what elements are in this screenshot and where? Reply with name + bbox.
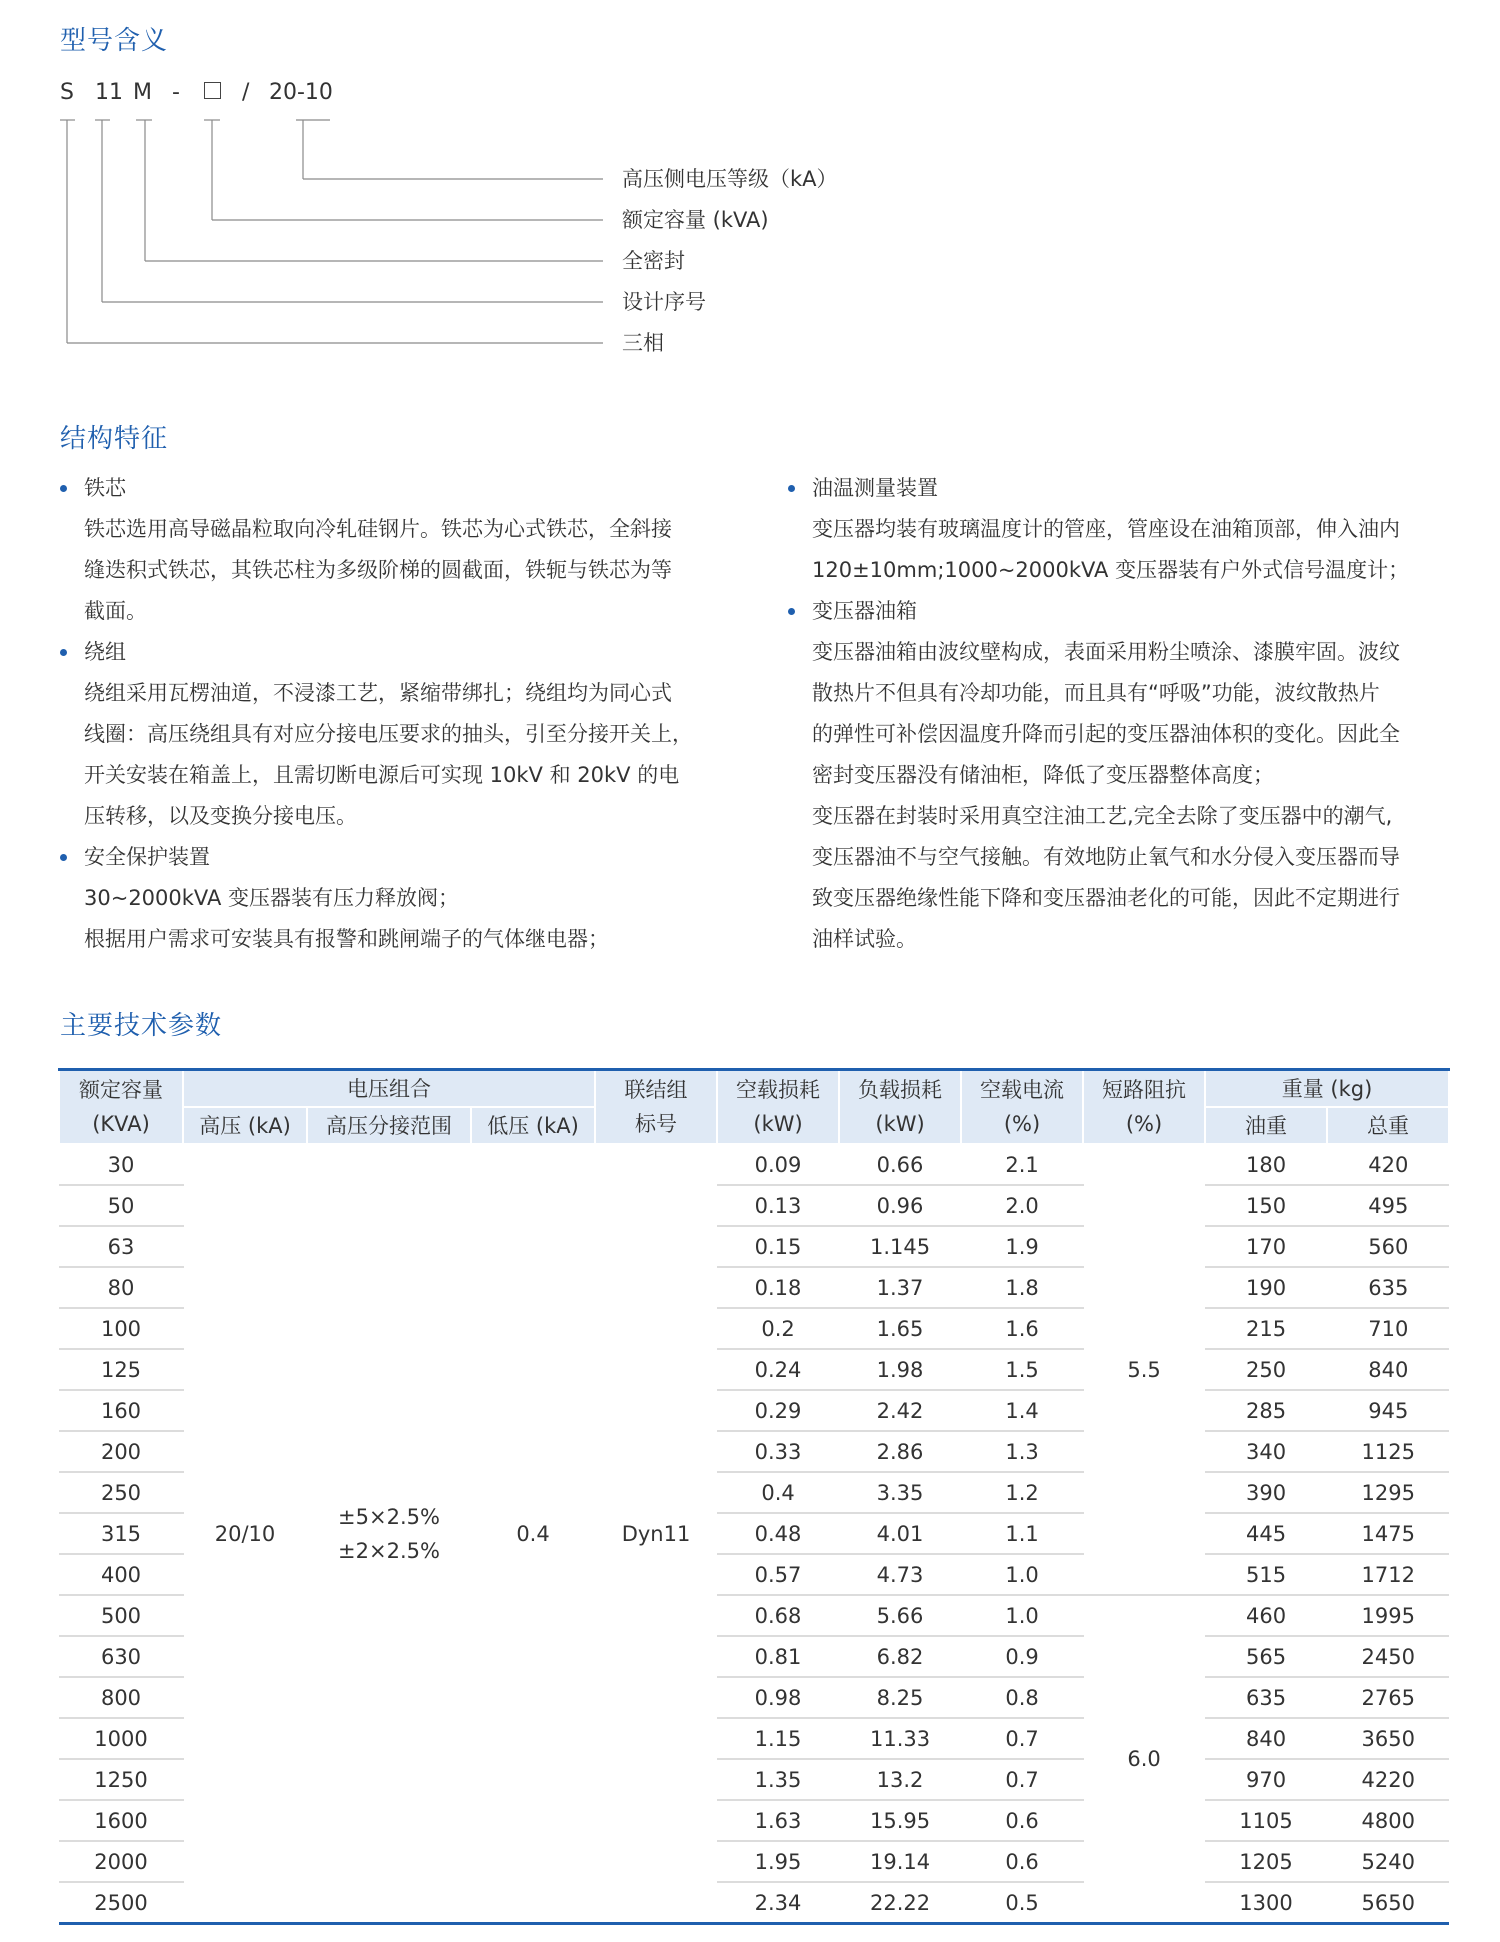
- cell-noload-current: 0.5: [961, 1882, 1083, 1924]
- cell-load-loss: 1.65: [839, 1308, 961, 1349]
- cell-noload-current: 1.9: [961, 1226, 1083, 1267]
- cell-load-loss: 22.22: [839, 1882, 961, 1924]
- cell-noload-loss: 0.24: [717, 1349, 839, 1390]
- cell-total-weight: 4800: [1327, 1800, 1449, 1841]
- cell-oil-weight: 1300: [1205, 1882, 1327, 1924]
- cell-impedance: 6.0: [1083, 1595, 1205, 1924]
- cell-capacity: 2000: [59, 1841, 183, 1882]
- legend-three-phase: 三相: [622, 331, 664, 355]
- cell-capacity: 50: [59, 1185, 183, 1226]
- cell-noload-current: 1.2: [961, 1472, 1083, 1513]
- cell-tap-range: [307, 1144, 471, 1924]
- feature-line: 缝迭积式铁芯，其铁芯柱为多级阶梯的圆截面，铁轭与铁芯为等: [84, 558, 672, 582]
- cell-capacity: 125: [59, 1349, 183, 1390]
- cell-noload-current: 0.6: [961, 1841, 1083, 1882]
- header-capacity: 额定容量 (KVA): [59, 1070, 183, 1145]
- cell-noload-current: 0.8: [961, 1677, 1083, 1718]
- cell-noload-loss: 0.29: [717, 1390, 839, 1431]
- cell-load-loss: 0.66: [839, 1144, 961, 1185]
- cell-load-loss: 1.145: [839, 1226, 961, 1267]
- cell-load-loss: 2.42: [839, 1390, 961, 1431]
- cell-total-weight: 4220: [1327, 1759, 1449, 1800]
- cell-noload-loss: 2.34: [717, 1882, 839, 1924]
- cell-load-loss: 0.96: [839, 1185, 961, 1226]
- header-total-weight: 总重: [1327, 1107, 1449, 1144]
- feature-title: 变压器油箱: [812, 599, 917, 623]
- cell-load-loss: 11.33: [839, 1718, 961, 1759]
- code-m: M: [133, 80, 152, 105]
- cell-capacity: 1250: [59, 1759, 183, 1800]
- spec-table-body: [59, 1144, 1449, 1924]
- feature-core: [60, 468, 720, 632]
- cell-total-weight: 635: [1327, 1267, 1449, 1308]
- cell-oil-weight: 150: [1205, 1185, 1327, 1226]
- feature-line: 变压器油箱由波纹壁构成，表面采用粉尘喷涂、漆膜牢固。波纹: [812, 640, 1400, 664]
- cell-noload-current: 2.0: [961, 1185, 1083, 1226]
- cell-noload-current: 0.7: [961, 1718, 1083, 1759]
- cell-oil-weight: 190: [1205, 1267, 1327, 1308]
- cell-noload-loss: 0.57: [717, 1554, 839, 1595]
- cell-noload-loss: 1.35: [717, 1759, 839, 1800]
- cell-oil-weight: 515: [1205, 1554, 1327, 1595]
- cell-noload-current: 1.8: [961, 1267, 1083, 1308]
- cell-noload-loss: 0.15: [717, 1226, 839, 1267]
- cell-load-loss: 13.2: [839, 1759, 961, 1800]
- bullet-icon: [788, 485, 795, 492]
- cell-oil-weight: 445: [1205, 1513, 1327, 1554]
- cell-noload-loss: 0.09: [717, 1144, 839, 1185]
- code-voltage: 20-10: [269, 80, 333, 105]
- cell-capacity: 80: [59, 1267, 183, 1308]
- feature-title: 安全保护装置: [84, 845, 210, 869]
- cell-capacity: 315: [59, 1513, 183, 1554]
- header-oil-weight: 油重: [1205, 1107, 1327, 1144]
- feature-line: 致变压器绝缘性能下降和变压器油老化的可能，因此不定期进行: [812, 886, 1400, 910]
- cell-oil-weight: 1205: [1205, 1841, 1327, 1882]
- cell-load-loss: 19.14: [839, 1841, 961, 1882]
- tap-range-line: ±5×2.5%: [338, 1504, 440, 1529]
- header-lv: 低压 (kA): [471, 1107, 595, 1144]
- cell-capacity: 63: [59, 1226, 183, 1267]
- cell-capacity: 630: [59, 1636, 183, 1677]
- structure-left-column: [60, 468, 720, 960]
- cell-noload-current: 1.6: [961, 1308, 1083, 1349]
- feature-line: 变压器均装有玻璃温度计的管座，管座设在油箱顶部，伸入油内: [812, 517, 1400, 541]
- legend-voltage-class: 高压侧电压等级（kA）: [622, 167, 838, 191]
- code-11: 11: [95, 80, 123, 105]
- cell-oil-weight: 635: [1205, 1677, 1327, 1718]
- cell-capacity: 30: [59, 1144, 183, 1185]
- cell-oil-weight: 215: [1205, 1308, 1327, 1349]
- cell-load-loss: 15.95: [839, 1800, 961, 1841]
- feature-line: 铁芯选用高导磁晶粒取向冷轧硅钢片。铁芯为心式铁芯，全斜接: [84, 517, 672, 541]
- cell-lv: 0.4: [471, 1144, 595, 1924]
- header-weight: 重量 (kg): [1205, 1070, 1449, 1108]
- feature-line: 根据用户需求可安装具有报警和跳闸端子的气体继电器；: [84, 927, 609, 951]
- legend-rated-capacity: 额定容量 (kVA): [622, 208, 769, 232]
- cell-oil-weight: 390: [1205, 1472, 1327, 1513]
- feature-line: 变压器在封装时采用真空注油工艺,完全去除了变压器中的潮气,: [812, 804, 1393, 828]
- feature-line: 开关安装在箱盖上，且需切断电源后可实现 10kV 和 20kV 的电: [84, 763, 680, 787]
- bullet-icon: [60, 854, 67, 861]
- cell-oil-weight: 840: [1205, 1718, 1327, 1759]
- feature-line: 30~2000kVA 变压器装有压力释放阀；: [84, 886, 459, 910]
- cell-noload-loss: 0.4: [717, 1472, 839, 1513]
- cell-oil-weight: 250: [1205, 1349, 1327, 1390]
- cell-impedance: 5.5: [1083, 1144, 1205, 1595]
- cell-capacity: 500: [59, 1595, 183, 1636]
- cell-total-weight: 420: [1327, 1144, 1449, 1185]
- cell-capacity: 800: [59, 1677, 183, 1718]
- cell-noload-loss: 0.98: [717, 1677, 839, 1718]
- cell-noload-current: 1.0: [961, 1554, 1083, 1595]
- feature-oil-temperature: [788, 468, 1448, 591]
- cell-capacity: 100: [59, 1308, 183, 1349]
- cell-load-loss: 1.37: [839, 1267, 961, 1308]
- cell-noload-current: 2.1: [961, 1144, 1083, 1185]
- feature-line: 线圈：高压绕组具有对应分接电压要求的抽头，引至分接开关上，: [84, 722, 693, 746]
- cell-noload-loss: 0.48: [717, 1513, 839, 1554]
- cell-noload-loss: 1.63: [717, 1800, 839, 1841]
- tap-range-line: ±2×2.5%: [338, 1538, 440, 1563]
- feature-line: 压转移，以及变换分接电压。: [84, 804, 357, 828]
- cell-noload-loss: 0.18: [717, 1267, 839, 1308]
- cell-load-loss: 8.25: [839, 1677, 961, 1718]
- legend-design-serial: 设计序号: [622, 290, 706, 314]
- cell-noload-loss: 0.13: [717, 1185, 839, 1226]
- cell-capacity: 160: [59, 1390, 183, 1431]
- cell-oil-weight: 180: [1205, 1144, 1327, 1185]
- cell-load-loss: 1.98: [839, 1349, 961, 1390]
- cell-load-loss: 5.66: [839, 1595, 961, 1636]
- header-hv: 高压 (kA): [183, 1107, 307, 1144]
- feature-line: 截面。: [84, 599, 147, 623]
- cell-noload-current: 0.6: [961, 1800, 1083, 1841]
- cell-total-weight: 1295: [1327, 1472, 1449, 1513]
- cell-load-loss: 4.01: [839, 1513, 961, 1554]
- cell-total-weight: 945: [1327, 1390, 1449, 1431]
- cell-hv: 20/10: [183, 1144, 307, 1924]
- cell-total-weight: 3650: [1327, 1718, 1449, 1759]
- feature-line: 油样试验。: [812, 927, 917, 951]
- cell-oil-weight: 285: [1205, 1390, 1327, 1431]
- header-tap-range: 高压分接范围: [307, 1107, 471, 1144]
- cell-noload-current: 1.5: [961, 1349, 1083, 1390]
- feature-line: 绕组采用瓦楞油道，不浸漆工艺，紧缩带绑扎；绕组均为同心式: [84, 681, 672, 705]
- cell-total-weight: 495: [1327, 1185, 1449, 1226]
- structure-heading: 结构特征: [60, 424, 169, 454]
- cell-total-weight: 1475: [1327, 1513, 1449, 1554]
- header-noload-loss: 空载损耗 (kW): [717, 1070, 839, 1145]
- cell-noload-loss: 0.81: [717, 1636, 839, 1677]
- feature-title: 绕组: [84, 640, 126, 664]
- cell-load-loss: 4.73: [839, 1554, 961, 1595]
- cell-oil-weight: 460: [1205, 1595, 1327, 1636]
- cell-load-loss: 6.82: [839, 1636, 961, 1677]
- header-voltage-group: 电压组合: [183, 1070, 595, 1108]
- cell-oil-weight: 565: [1205, 1636, 1327, 1677]
- params-heading: 主要技术参数: [60, 1011, 223, 1041]
- code-slash: /: [242, 80, 250, 105]
- cell-noload-loss: 0.68: [717, 1595, 839, 1636]
- cell-total-weight: 840: [1327, 1349, 1449, 1390]
- code-s: S: [60, 80, 74, 105]
- cell-load-loss: 3.35: [839, 1472, 961, 1513]
- cell-oil-weight: 970: [1205, 1759, 1327, 1800]
- cell-total-weight: 2765: [1327, 1677, 1449, 1718]
- feature-oil-tank: [788, 591, 1448, 960]
- cell-total-weight: 5650: [1327, 1882, 1449, 1924]
- cell-capacity: 250: [59, 1472, 183, 1513]
- cell-total-weight: 2450: [1327, 1636, 1449, 1677]
- cell-noload-current: 1.0: [961, 1595, 1083, 1636]
- cell-total-weight: 5240: [1327, 1841, 1449, 1882]
- feature-line: 散热片不但具有冷却功能，而且具有“呼吸”功能，波纹散热片: [812, 681, 1380, 705]
- cell-total-weight: 1125: [1327, 1431, 1449, 1472]
- feature-protection: [60, 837, 720, 960]
- feature-line: 的弹性可补偿因温度升降而引起的变压器油体积的变化。因此全: [812, 722, 1400, 746]
- structure-right-column: [788, 468, 1448, 960]
- model-heading: 型号含义: [60, 26, 169, 56]
- cell-noload-current: 1.3: [961, 1431, 1083, 1472]
- bullet-icon: [60, 649, 67, 656]
- code-dash: -: [172, 80, 180, 105]
- feature-title: 油温测量装置: [812, 476, 938, 500]
- cell-noload-loss: 1.15: [717, 1718, 839, 1759]
- cell-vector-group: Dyn11: [595, 1144, 717, 1924]
- header-noload-current: 空载电流 (%): [961, 1070, 1083, 1145]
- header-vector-group: 联结组 标号: [595, 1070, 717, 1145]
- cell-total-weight: 560: [1327, 1226, 1449, 1267]
- cell-noload-loss: 1.95: [717, 1841, 839, 1882]
- feature-line: 变压器油不与空气接触。有效地防止氧气和水分侵入变压器而导: [812, 845, 1400, 869]
- cell-load-loss: 2.86: [839, 1431, 961, 1472]
- spec-table: [58, 1068, 1450, 1925]
- cell-total-weight: 1712: [1327, 1554, 1449, 1595]
- cell-oil-weight: 340: [1205, 1431, 1327, 1472]
- table-row: [59, 1144, 1449, 1185]
- legend-fully-sealed: 全密封: [622, 249, 685, 273]
- cell-oil-weight: 170: [1205, 1226, 1327, 1267]
- feature-line: 120±10mm;1000~2000kVA 变压器装有户外式信号温度计；: [812, 558, 1410, 582]
- cell-noload-current: 1.1: [961, 1513, 1083, 1554]
- feature-winding: [60, 632, 720, 837]
- feature-title: 铁芯: [84, 476, 126, 500]
- cell-oil-weight: 1105: [1205, 1800, 1327, 1841]
- cell-capacity: 200: [59, 1431, 183, 1472]
- cell-noload-loss: 0.2: [717, 1308, 839, 1349]
- header-load-loss: 负载损耗 (kW): [839, 1070, 961, 1145]
- cell-capacity: 2500: [59, 1882, 183, 1924]
- cell-capacity: 1000: [59, 1718, 183, 1759]
- cell-total-weight: 710: [1327, 1308, 1449, 1349]
- header-impedance: 短路阻抗 (%): [1083, 1070, 1205, 1145]
- bullet-icon: [788, 608, 795, 615]
- feature-line: 密封变压器没有储油柜，降低了变压器整体高度；: [812, 763, 1274, 787]
- cell-noload-current: 0.7: [961, 1759, 1083, 1800]
- bullet-icon: [60, 485, 67, 492]
- cell-noload-loss: 0.33: [717, 1431, 839, 1472]
- cell-total-weight: 1995: [1327, 1595, 1449, 1636]
- cell-capacity: 400: [59, 1554, 183, 1595]
- cell-capacity: 1600: [59, 1800, 183, 1841]
- cell-noload-current: 1.4: [961, 1390, 1083, 1431]
- cell-noload-current: 0.9: [961, 1636, 1083, 1677]
